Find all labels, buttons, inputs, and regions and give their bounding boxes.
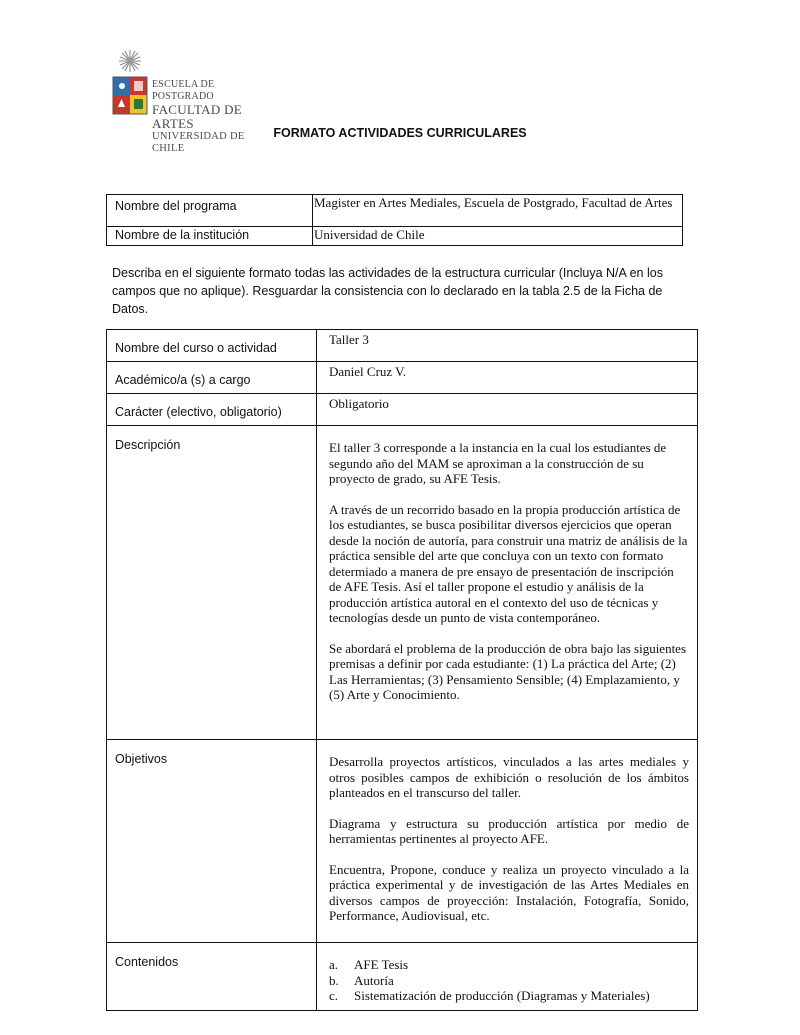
course-activity-table: [106, 329, 698, 1011]
list-item: [329, 957, 689, 973]
objectives-label: Objetivos: [107, 740, 317, 943]
institution-value: Universidad de Chile: [313, 227, 683, 246]
list-item: [329, 988, 689, 1004]
program-name-label: Nombre del programa: [107, 195, 313, 227]
table-row: [107, 943, 698, 1011]
table-row: [107, 740, 698, 943]
logo-line-school: ESCUELA DE POSTGRADO: [152, 79, 215, 102]
academic-label: Académico/a (s) a cargo: [107, 362, 317, 394]
description-value: [317, 426, 698, 740]
contents-value: [317, 943, 698, 1011]
character-label: Carácter (electivo, obligatorio): [107, 394, 317, 426]
university-emblem-icon: [112, 48, 148, 116]
description-paragraph: Se abordará el problema de la producción de obra bajo las siguientes premisas a definir por cada estudiante: (1) La práctica del Arte; (2) Las Herramientas; (3) Pensamiento Sensible; (4) Emplazamiento, y (5) Arte y Conocimiento.: [329, 640, 687, 702]
table-row: [107, 330, 698, 362]
objective-paragraph: Diagrama y estructura su producción artística por medio de herramientas pertinentes al proyecto AFE.: [329, 815, 689, 846]
list-item-text: Sistematización de producción (Diagramas y Materiales): [354, 988, 650, 1003]
table-row: [107, 195, 683, 227]
table-row: [107, 362, 698, 394]
list-item-text: AFE Tesis: [354, 957, 409, 972]
objective-paragraph: Desarrolla proyectos artísticos, vinculados a las artes mediales y otros posibles campos de exhibición o resolución de los ámbitos planteados en el transcurso del taller.: [329, 754, 689, 800]
page-title: FORMATO ACTIVIDADES CURRICULARES: [273, 126, 527, 140]
course-name-value: Taller 3: [317, 330, 698, 362]
character-value: Obligatorio: [317, 394, 698, 426]
list-item: [329, 973, 689, 989]
list-marker: a.: [329, 957, 339, 972]
university-logo: [112, 48, 272, 154]
objectives-value: [317, 740, 698, 943]
table-row: [107, 227, 683, 246]
institution-label: Nombre de la institución: [107, 227, 313, 246]
description-paragraph: A través de un recorrido basado en la propia producción artística de los estudiantes, se busca posibilitar diversos ejercicios que operan desde la noción de autoría, para construir una matriz de análisis de la práctica sensible del arte que concluya con un texto con formato determiado a manera de pre ensayo de presentación de inscripción de AFE Tesis. Así el taller propone el estudio y análisis de la producción artística autoral en el contexto del uso de técnicas y tecnologías desde un punto de vista contemporáneo.: [329, 501, 688, 625]
program-name-value: Magister en Artes Mediales, Escuela de Postgrado, Facultad de Artes: [313, 195, 683, 227]
table-row: [107, 426, 698, 740]
contents-label: Contenidos: [107, 943, 317, 1011]
list-item-text: Autoría: [354, 972, 394, 988]
logo-line-university: UNIVERSIDAD DE CHILE: [152, 131, 245, 154]
instructions-paragraph: Describa en el siguiente formato todas las actividades de la estructura curricular (Incluya N/A en los campos que no aplique). Resguardar la consistencia con lo declarado en la tabla 2.5 de la Ficha de Datos.: [112, 266, 663, 316]
academic-value: Daniel Cruz V.: [317, 362, 698, 394]
table-row: [107, 394, 698, 426]
course-name-label: Nombre del curso o actividad: [107, 330, 317, 362]
list-marker: b.: [329, 972, 339, 988]
objective-paragraph: Encuentra, Propone, conduce y realiza un proyecto vinculado a la práctica experimental y de investigación de las Artes Mediales en diversos campos de proyección: Instalación, Fotografía, Sonido, Performance, Audiovisual, etc.: [329, 861, 689, 923]
logo-line-faculty: FACULTAD DE ARTES: [152, 102, 243, 131]
description-label: Descripción: [107, 426, 317, 740]
program-info-table: [106, 194, 683, 246]
list-marker: c.: [329, 988, 339, 1003]
description-paragraph: El taller 3 corresponde a la instancia en la cual los estudiantes de segundo año del MAM se aproximan a la construcción de su proyecto de grado, su AFE Tesis.: [329, 440, 667, 486]
contents-list: [329, 957, 689, 1004]
